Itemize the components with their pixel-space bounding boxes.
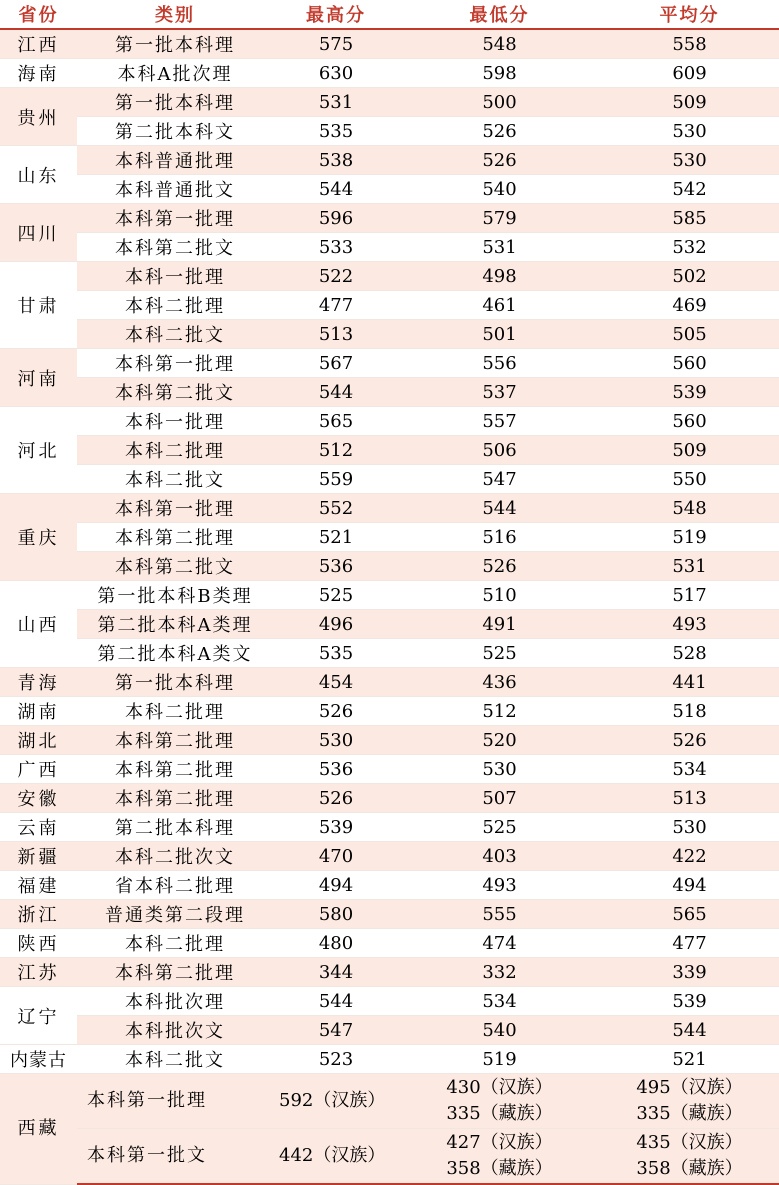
province-cell: 福建: [0, 871, 77, 900]
table-row: [0, 784, 779, 813]
category-cell: 第二批本科理: [77, 813, 273, 842]
avg-score-cell: 565: [600, 900, 779, 929]
min-score-cell: 579: [399, 204, 600, 233]
table-row: [0, 494, 779, 523]
category-cell: 本科第二批理: [77, 755, 273, 784]
max-score-cell: 547: [273, 1016, 399, 1045]
table-row: [0, 378, 779, 407]
province-cell: 辽宁: [0, 987, 77, 1045]
province-cell: 云南: [0, 813, 77, 842]
max-score-cell: 567: [273, 349, 399, 378]
province-cell: 湖北: [0, 726, 77, 755]
avg-score-cell: 544: [600, 1016, 779, 1045]
max-score-cell: 630: [273, 59, 399, 88]
min-score-tibetan: 358（藏族）: [446, 1158, 553, 1179]
max-score-cell: 523: [273, 1045, 399, 1074]
category-cell: 本科第二批理: [77, 784, 273, 813]
province-cell: 湖南: [0, 697, 77, 726]
avg-score-tibetan: 335（藏族）: [636, 1103, 743, 1124]
min-score-cell: 530: [399, 755, 600, 784]
category-cell: 本科二批理: [77, 436, 273, 465]
category-cell: 本科第二批文: [77, 378, 273, 407]
min-score-cell: 540: [399, 1016, 600, 1045]
min-score-cell: 598: [399, 59, 600, 88]
avg-score-cell: 493: [600, 610, 779, 639]
min-score-cell: 510: [399, 581, 600, 610]
max-score-cell: 538: [273, 146, 399, 175]
header-avg: 平均分: [600, 0, 779, 29]
province-cell: 江苏: [0, 958, 77, 987]
min-score-cell: 520: [399, 726, 600, 755]
avg-score-cell: [600, 1074, 779, 1129]
province-cell: 江西: [0, 29, 77, 59]
table-row: [0, 900, 779, 929]
avg-score-cell: 534: [600, 755, 779, 784]
category-cell: 本科普通批理: [77, 146, 273, 175]
min-score-cell: 526: [399, 117, 600, 146]
min-score-han: 427（汉族）: [446, 1132, 553, 1153]
table-row: [0, 1016, 779, 1045]
min-score-cell: 534: [399, 987, 600, 1016]
table-row: [0, 697, 779, 726]
category-cell: 第一批本科理: [77, 668, 273, 697]
avg-score-cell: 518: [600, 697, 779, 726]
province-cell: 贵州: [0, 88, 77, 146]
table-row: [0, 610, 779, 639]
min-score-cell: 548: [399, 29, 600, 59]
category-cell: 本科第二批文: [77, 552, 273, 581]
max-score-cell: 596: [273, 204, 399, 233]
min-score-han: 430（汉族）: [446, 1077, 553, 1098]
max-score-cell: 480: [273, 929, 399, 958]
table-row: [0, 755, 779, 784]
min-score-cell: 436: [399, 668, 600, 697]
min-score-cell: 474: [399, 929, 600, 958]
max-score-cell: 470: [273, 842, 399, 871]
max-score-cell: 496: [273, 610, 399, 639]
table-header: [0, 0, 779, 29]
avg-score-cell: 558: [600, 29, 779, 59]
avg-score-cell: 530: [600, 117, 779, 146]
max-score-cell: 559: [273, 465, 399, 494]
category-cell: 第二批本科A类文: [77, 639, 273, 668]
avg-score-cell: 531: [600, 552, 779, 581]
avg-score-cell: 502: [600, 262, 779, 291]
min-score-cell: 531: [399, 233, 600, 262]
table-row: [0, 146, 779, 175]
table-row: [0, 117, 779, 146]
min-score-cell: [399, 1074, 600, 1129]
avg-score-cell: 560: [600, 407, 779, 436]
category-cell: 本科第一批理: [77, 349, 273, 378]
province-cell: 山东: [0, 146, 77, 204]
avg-score-cell: 542: [600, 175, 779, 204]
category-cell: 第二批本科文: [77, 117, 273, 146]
min-score-cell: 516: [399, 523, 600, 552]
province-cell: 海南: [0, 59, 77, 88]
avg-score-cell: [600, 1129, 779, 1185]
min-score-cell: 506: [399, 436, 600, 465]
max-score-cell: 592（汉族）: [273, 1074, 399, 1129]
max-score-cell: 526: [273, 697, 399, 726]
min-score-tibetan: 335（藏族）: [446, 1103, 553, 1124]
table-row: [0, 59, 779, 88]
max-score-cell: 552: [273, 494, 399, 523]
category-cell: 本科批次理: [77, 987, 273, 1016]
avg-score-cell: 609: [600, 59, 779, 88]
min-score-cell: 556: [399, 349, 600, 378]
table-row: [0, 175, 779, 204]
avg-score-cell: 513: [600, 784, 779, 813]
province-cell: 浙江: [0, 900, 77, 929]
category-cell: 本科普通批文: [77, 175, 273, 204]
category-cell: 本科二批理: [77, 291, 273, 320]
max-score-cell: 544: [273, 378, 399, 407]
max-score-cell: 536: [273, 755, 399, 784]
min-score-cell: 332: [399, 958, 600, 987]
avg-score-cell: 519: [600, 523, 779, 552]
avg-score-cell: 339: [600, 958, 779, 987]
province-cell: 河南: [0, 349, 77, 407]
avg-score-cell: 539: [600, 987, 779, 1016]
max-score-cell: 535: [273, 639, 399, 668]
avg-score-cell: 517: [600, 581, 779, 610]
min-score-cell: [399, 1129, 600, 1185]
header-category: 类别: [77, 0, 273, 29]
max-score-cell: 513: [273, 320, 399, 349]
min-score-cell: 557: [399, 407, 600, 436]
table-row: [0, 1129, 779, 1185]
category-cell: 本科一批理: [77, 262, 273, 291]
province-cell: 河北: [0, 407, 77, 494]
avg-score-cell: 509: [600, 88, 779, 117]
table-row: [0, 842, 779, 871]
category-cell: 本科二批理: [77, 697, 273, 726]
avg-score-cell: 422: [600, 842, 779, 871]
table-row: [0, 465, 779, 494]
table-row: [0, 204, 779, 233]
avg-score-cell: 530: [600, 813, 779, 842]
header-min: 最低分: [399, 0, 600, 29]
avg-score-cell: 539: [600, 378, 779, 407]
category-cell: 本科第二批理: [77, 958, 273, 987]
category-cell: 本科二批次文: [77, 842, 273, 871]
min-score-cell: 526: [399, 552, 600, 581]
max-score-cell: 526: [273, 784, 399, 813]
max-score-cell: 544: [273, 987, 399, 1016]
category-cell: 第一批本科理: [77, 29, 273, 59]
avg-score-tibetan: 358（藏族）: [636, 1158, 743, 1179]
category-cell: 第一批本科理: [77, 88, 273, 117]
avg-score-cell: 494: [600, 871, 779, 900]
category-cell: 本科第一批理: [77, 494, 273, 523]
province-cell: 西藏: [0, 1074, 77, 1185]
table-row: [0, 581, 779, 610]
avg-score-cell: 441: [600, 668, 779, 697]
province-cell: 青海: [0, 668, 77, 697]
table-row: [0, 668, 779, 697]
max-score-cell: 535: [273, 117, 399, 146]
category-cell: 本科一批理: [77, 407, 273, 436]
max-score-cell: 512: [273, 436, 399, 465]
min-score-cell: 525: [399, 639, 600, 668]
max-score-cell: 442（汉族）: [273, 1129, 399, 1185]
avg-score-han: 495（汉族）: [636, 1077, 743, 1098]
max-score-cell: 522: [273, 262, 399, 291]
avg-score-cell: 477: [600, 929, 779, 958]
avg-score-han: 435（汉族）: [636, 1132, 743, 1153]
category-cell: 本科第一批理: [77, 1074, 273, 1129]
min-score-cell: 525: [399, 813, 600, 842]
table-row: [0, 1074, 779, 1129]
category-cell: 本科二批理: [77, 929, 273, 958]
table-row: [0, 407, 779, 436]
table-row: [0, 233, 779, 262]
avg-score-cell: 528: [600, 639, 779, 668]
table-row: [0, 987, 779, 1016]
header-max: 最高分: [273, 0, 399, 29]
category-cell: 省本科二批理: [77, 871, 273, 900]
table-row: [0, 871, 779, 900]
avg-score-cell: 505: [600, 320, 779, 349]
category-cell: 本科A批次理: [77, 59, 273, 88]
max-score-cell: 521: [273, 523, 399, 552]
min-score-cell: 507: [399, 784, 600, 813]
category-cell: 本科二批文: [77, 1045, 273, 1074]
min-score-cell: 519: [399, 1045, 600, 1074]
max-score-cell: 344: [273, 958, 399, 987]
min-score-cell: 500: [399, 88, 600, 117]
min-score-cell: 491: [399, 610, 600, 639]
province-cell: 山西: [0, 581, 77, 668]
avg-score-cell: 585: [600, 204, 779, 233]
table-body: [0, 29, 779, 1184]
table-row: [0, 29, 779, 59]
category-cell: 第一批本科B类理: [77, 581, 273, 610]
province-cell: 甘肃: [0, 262, 77, 349]
max-score-cell: 580: [273, 900, 399, 929]
table-row: [0, 958, 779, 987]
min-score-cell: 501: [399, 320, 600, 349]
table-row: [0, 88, 779, 117]
table-row: [0, 639, 779, 668]
max-score-cell: 477: [273, 291, 399, 320]
category-cell: 本科第一批文: [77, 1129, 273, 1185]
province-cell: 新疆: [0, 842, 77, 871]
table-row: [0, 523, 779, 552]
min-score-cell: 540: [399, 175, 600, 204]
avg-score-cell: 560: [600, 349, 779, 378]
table-row: [0, 1045, 779, 1074]
table-row: [0, 349, 779, 378]
table-row: [0, 813, 779, 842]
max-score-cell: 530: [273, 726, 399, 755]
table-row: [0, 291, 779, 320]
province-cell: 重庆: [0, 494, 77, 581]
avg-score-cell: 548: [600, 494, 779, 523]
table-row: [0, 726, 779, 755]
avg-score-cell: 469: [600, 291, 779, 320]
province-cell: 内蒙古: [0, 1045, 77, 1074]
avg-score-cell: 530: [600, 146, 779, 175]
category-cell: 本科第二批理: [77, 726, 273, 755]
max-score-cell: 539: [273, 813, 399, 842]
max-score-cell: 533: [273, 233, 399, 262]
max-score-cell: 531: [273, 88, 399, 117]
avg-score-cell: 526: [600, 726, 779, 755]
max-score-cell: 544: [273, 175, 399, 204]
min-score-cell: 555: [399, 900, 600, 929]
max-score-cell: 565: [273, 407, 399, 436]
avg-score-cell: 521: [600, 1045, 779, 1074]
category-cell: 本科二批文: [77, 320, 273, 349]
table-row: [0, 262, 779, 291]
category-cell: 本科第二批文: [77, 233, 273, 262]
min-score-cell: 537: [399, 378, 600, 407]
avg-score-cell: 550: [600, 465, 779, 494]
category-cell: 本科第一批理: [77, 204, 273, 233]
max-score-cell: 536: [273, 552, 399, 581]
category-cell: 本科批次文: [77, 1016, 273, 1045]
table-row: [0, 320, 779, 349]
max-score-cell: 575: [273, 29, 399, 59]
max-score-cell: 525: [273, 581, 399, 610]
avg-score-cell: 532: [600, 233, 779, 262]
max-score-cell: 454: [273, 668, 399, 697]
avg-score-cell: 509: [600, 436, 779, 465]
province-cell: 四川: [0, 204, 77, 262]
category-cell: 第二批本科A类理: [77, 610, 273, 639]
table-row: [0, 552, 779, 581]
min-score-cell: 461: [399, 291, 600, 320]
province-cell: 陕西: [0, 929, 77, 958]
min-score-cell: 544: [399, 494, 600, 523]
min-score-cell: 403: [399, 842, 600, 871]
min-score-cell: 512: [399, 697, 600, 726]
table-row: [0, 436, 779, 465]
header-province: 省份: [0, 0, 77, 29]
min-score-cell: 498: [399, 262, 600, 291]
max-score-cell: 494: [273, 871, 399, 900]
min-score-cell: 493: [399, 871, 600, 900]
category-cell: 本科二批文: [77, 465, 273, 494]
category-cell: 本科第二批理: [77, 523, 273, 552]
table-row: [0, 929, 779, 958]
min-score-cell: 526: [399, 146, 600, 175]
province-cell: 安徽: [0, 784, 77, 813]
province-cell: 广西: [0, 755, 77, 784]
min-score-cell: 547: [399, 465, 600, 494]
category-cell: 普通类第二段理: [77, 900, 273, 929]
